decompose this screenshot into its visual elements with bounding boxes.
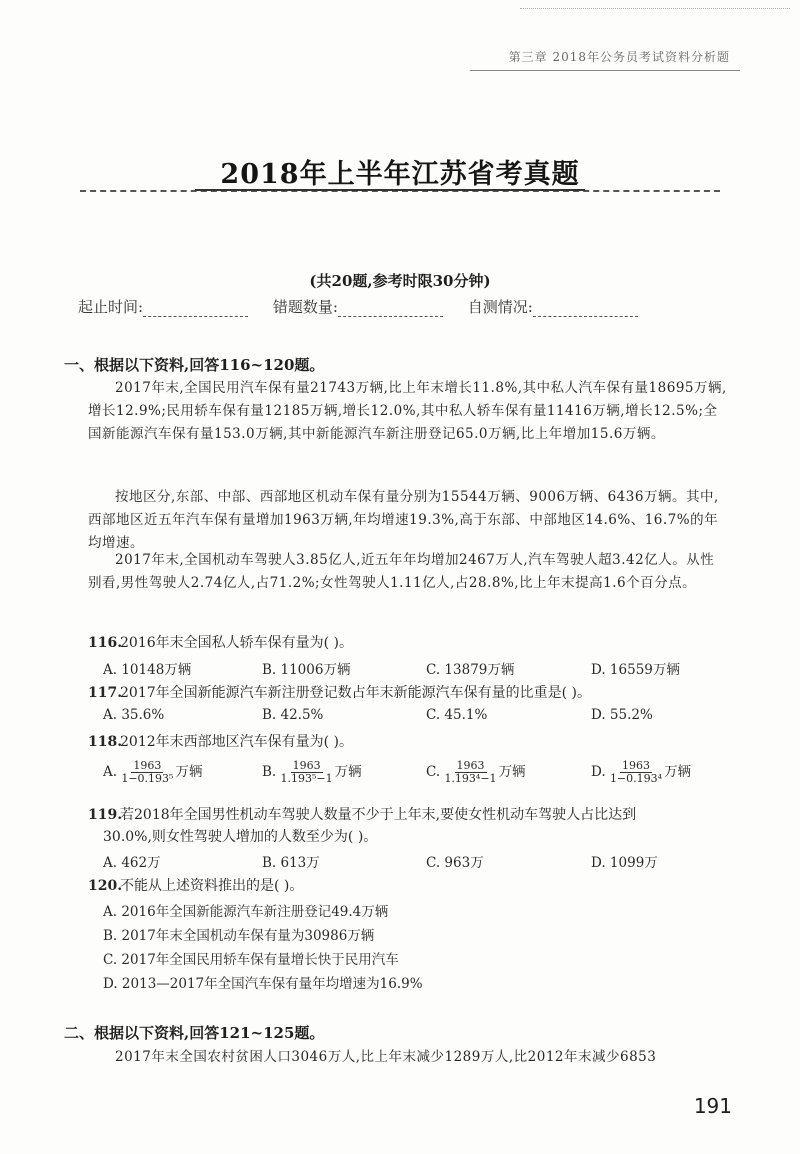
q118-option-b [262, 760, 362, 785]
option-letter: D. [591, 764, 606, 780]
q118-option-c [426, 760, 526, 785]
section2-paragraph: 2017年末全国农村贫困人口3046万人,比上年末减少1289万人,比2012年末减少6853 [115, 1049, 657, 1065]
field-blank-errors [338, 302, 443, 317]
question-119 [88, 804, 636, 824]
denominator: 1.193⁴−1 [444, 772, 497, 785]
fraction [610, 760, 662, 785]
question-text: 若2018年全国男性机动车驾驶人数量不少于上年末,要使女性机动车驾驶人占比达到 [120, 807, 637, 823]
page-title: 2018年上半年江苏省考真题 [220, 159, 580, 190]
question-number: 118. [88, 734, 123, 750]
numerator: 1963 [292, 759, 321, 772]
fraction [444, 760, 496, 785]
question-text: 2016年末全国私人轿车保有量为( )。 [120, 635, 354, 651]
section1-paragraph-2: 按地区分,东部、中部、西部地区机动车保有量分别为15544万辆、9006万辆、6436万辆。其中,西部地区近五年汽车保有量增加1963万辆,年均增速19.3%,高于东部、中部地区14.6%、16.7%的年均增速。 [88, 489, 719, 551]
field-label-time: 起止时间: [78, 298, 144, 316]
fraction [281, 760, 333, 785]
unit: 万辆 [664, 764, 692, 780]
q116-option-c: C. 13879万辆 [426, 662, 515, 678]
page-number: 191 [693, 1094, 732, 1118]
q119-option-d: D. 1099万 [591, 855, 658, 871]
section2-heading: 二、根据以下资料,回答121~125题。 [64, 1024, 325, 1042]
subtitle: (共20题,参考时限30分钟) [309, 272, 491, 290]
question-number: 120. [88, 878, 123, 894]
running-header: 第三章 2018年公务员考试资料分析题 [508, 50, 730, 64]
option-letter: C. [426, 764, 441, 780]
q119-option-c: C. 963万 [426, 855, 484, 871]
option-letter: B. [262, 764, 277, 780]
unit: 万辆 [175, 764, 203, 780]
q117-option-b: B. 42.5% [262, 707, 324, 723]
unit: 万辆 [498, 764, 526, 780]
denominator: 1−0.193⁵ [121, 772, 174, 785]
q120-option-d: D. 2013—2017年全国汽车保有量年均增速为16.9% [103, 976, 423, 992]
question-text: 2012年末西部地区汽车保有量为( )。 [120, 734, 354, 750]
question-text: 2017年全国新能源汽车新注册登记数占年末新能源汽车保有量的比重是( )。 [120, 685, 592, 701]
denominator: 1−0.193⁴ [609, 772, 663, 785]
option-letter: A. [103, 764, 118, 780]
q118-option-d [591, 760, 691, 785]
numerator: 1963 [133, 759, 162, 772]
question-117 [88, 682, 591, 702]
numerator: 1963 [456, 759, 485, 772]
denominator: 1.193⁵−1 [280, 772, 333, 785]
question-number: 119. [88, 807, 123, 823]
q117-option-c: C. 45.1% [426, 707, 488, 723]
question-118 [88, 731, 353, 751]
q117-option-a: A. 35.6% [103, 707, 165, 723]
field-label-errors: 错题数量: [272, 298, 338, 316]
q119-option-a: A. 462万 [103, 855, 161, 871]
q119-option-b: B. 613万 [262, 855, 320, 871]
record-fields [78, 296, 658, 317]
section1-paragraph-1: 2017年末,全国民用汽车保有量21743万辆,比上年末增长11.8%,其中私人汽车保有量18695万辆,增长12.9%;民用轿车保有量12185万辆,增长12.0%,其中私人轿车保有量11416万辆,增长12.5%;全国新能源汽车保有量153.0万辆,其中新能源汽车新注册登记65.0万辆,比上年增加15.6万辆。 [88, 380, 727, 442]
scan-mark [520, 8, 790, 9]
fraction [121, 760, 173, 785]
q120-option-a: A. 2016年全国新能源汽车新注册登记49.4万辆 [103, 904, 389, 920]
field-label-self: 自测情况: [467, 298, 533, 316]
q116-option-d: D. 16559万辆 [591, 662, 680, 678]
question-119-line2: 30.0%,则女性驾驶人增加的人数至少为( )。 [103, 829, 378, 845]
q117-option-d: D. 55.2% [591, 707, 653, 723]
question-number: 117. [88, 685, 123, 701]
question-120 [88, 875, 303, 895]
field-blank-time [143, 302, 248, 317]
unit: 万辆 [334, 764, 362, 780]
field-blank-self [533, 302, 638, 317]
numerator: 1963 [622, 759, 650, 772]
question-116 [88, 632, 353, 652]
section1-paragraph-3: 2017年末,全国机动车驾驶人3.85亿人,近五年年均增加2467万人,汽车驾驶人超3.42亿人。从性别看,男性驾驶人2.74亿人,占71.2%;女性驾驶人1.11亿人,占28.8%,比上年末提高1.6个百分点。 [88, 552, 715, 591]
q116-option-b: B. 11006万辆 [262, 662, 351, 678]
q118-option-a [103, 760, 202, 785]
q120-option-b: B. 2017年末全国机动车保有量为30986万辆 [103, 928, 375, 944]
q120-option-c: C. 2017年全国民用轿车保有量增长快于民用汽车 [103, 952, 399, 968]
section1-heading: 一、根据以下资料,回答116~120题。 [64, 356, 325, 374]
question-text: 不能从上述资料推出的是( )。 [120, 878, 304, 894]
q116-option-a: A. 10148万辆 [103, 662, 192, 678]
question-number: 116. [88, 635, 123, 651]
header-rule [470, 70, 740, 71]
